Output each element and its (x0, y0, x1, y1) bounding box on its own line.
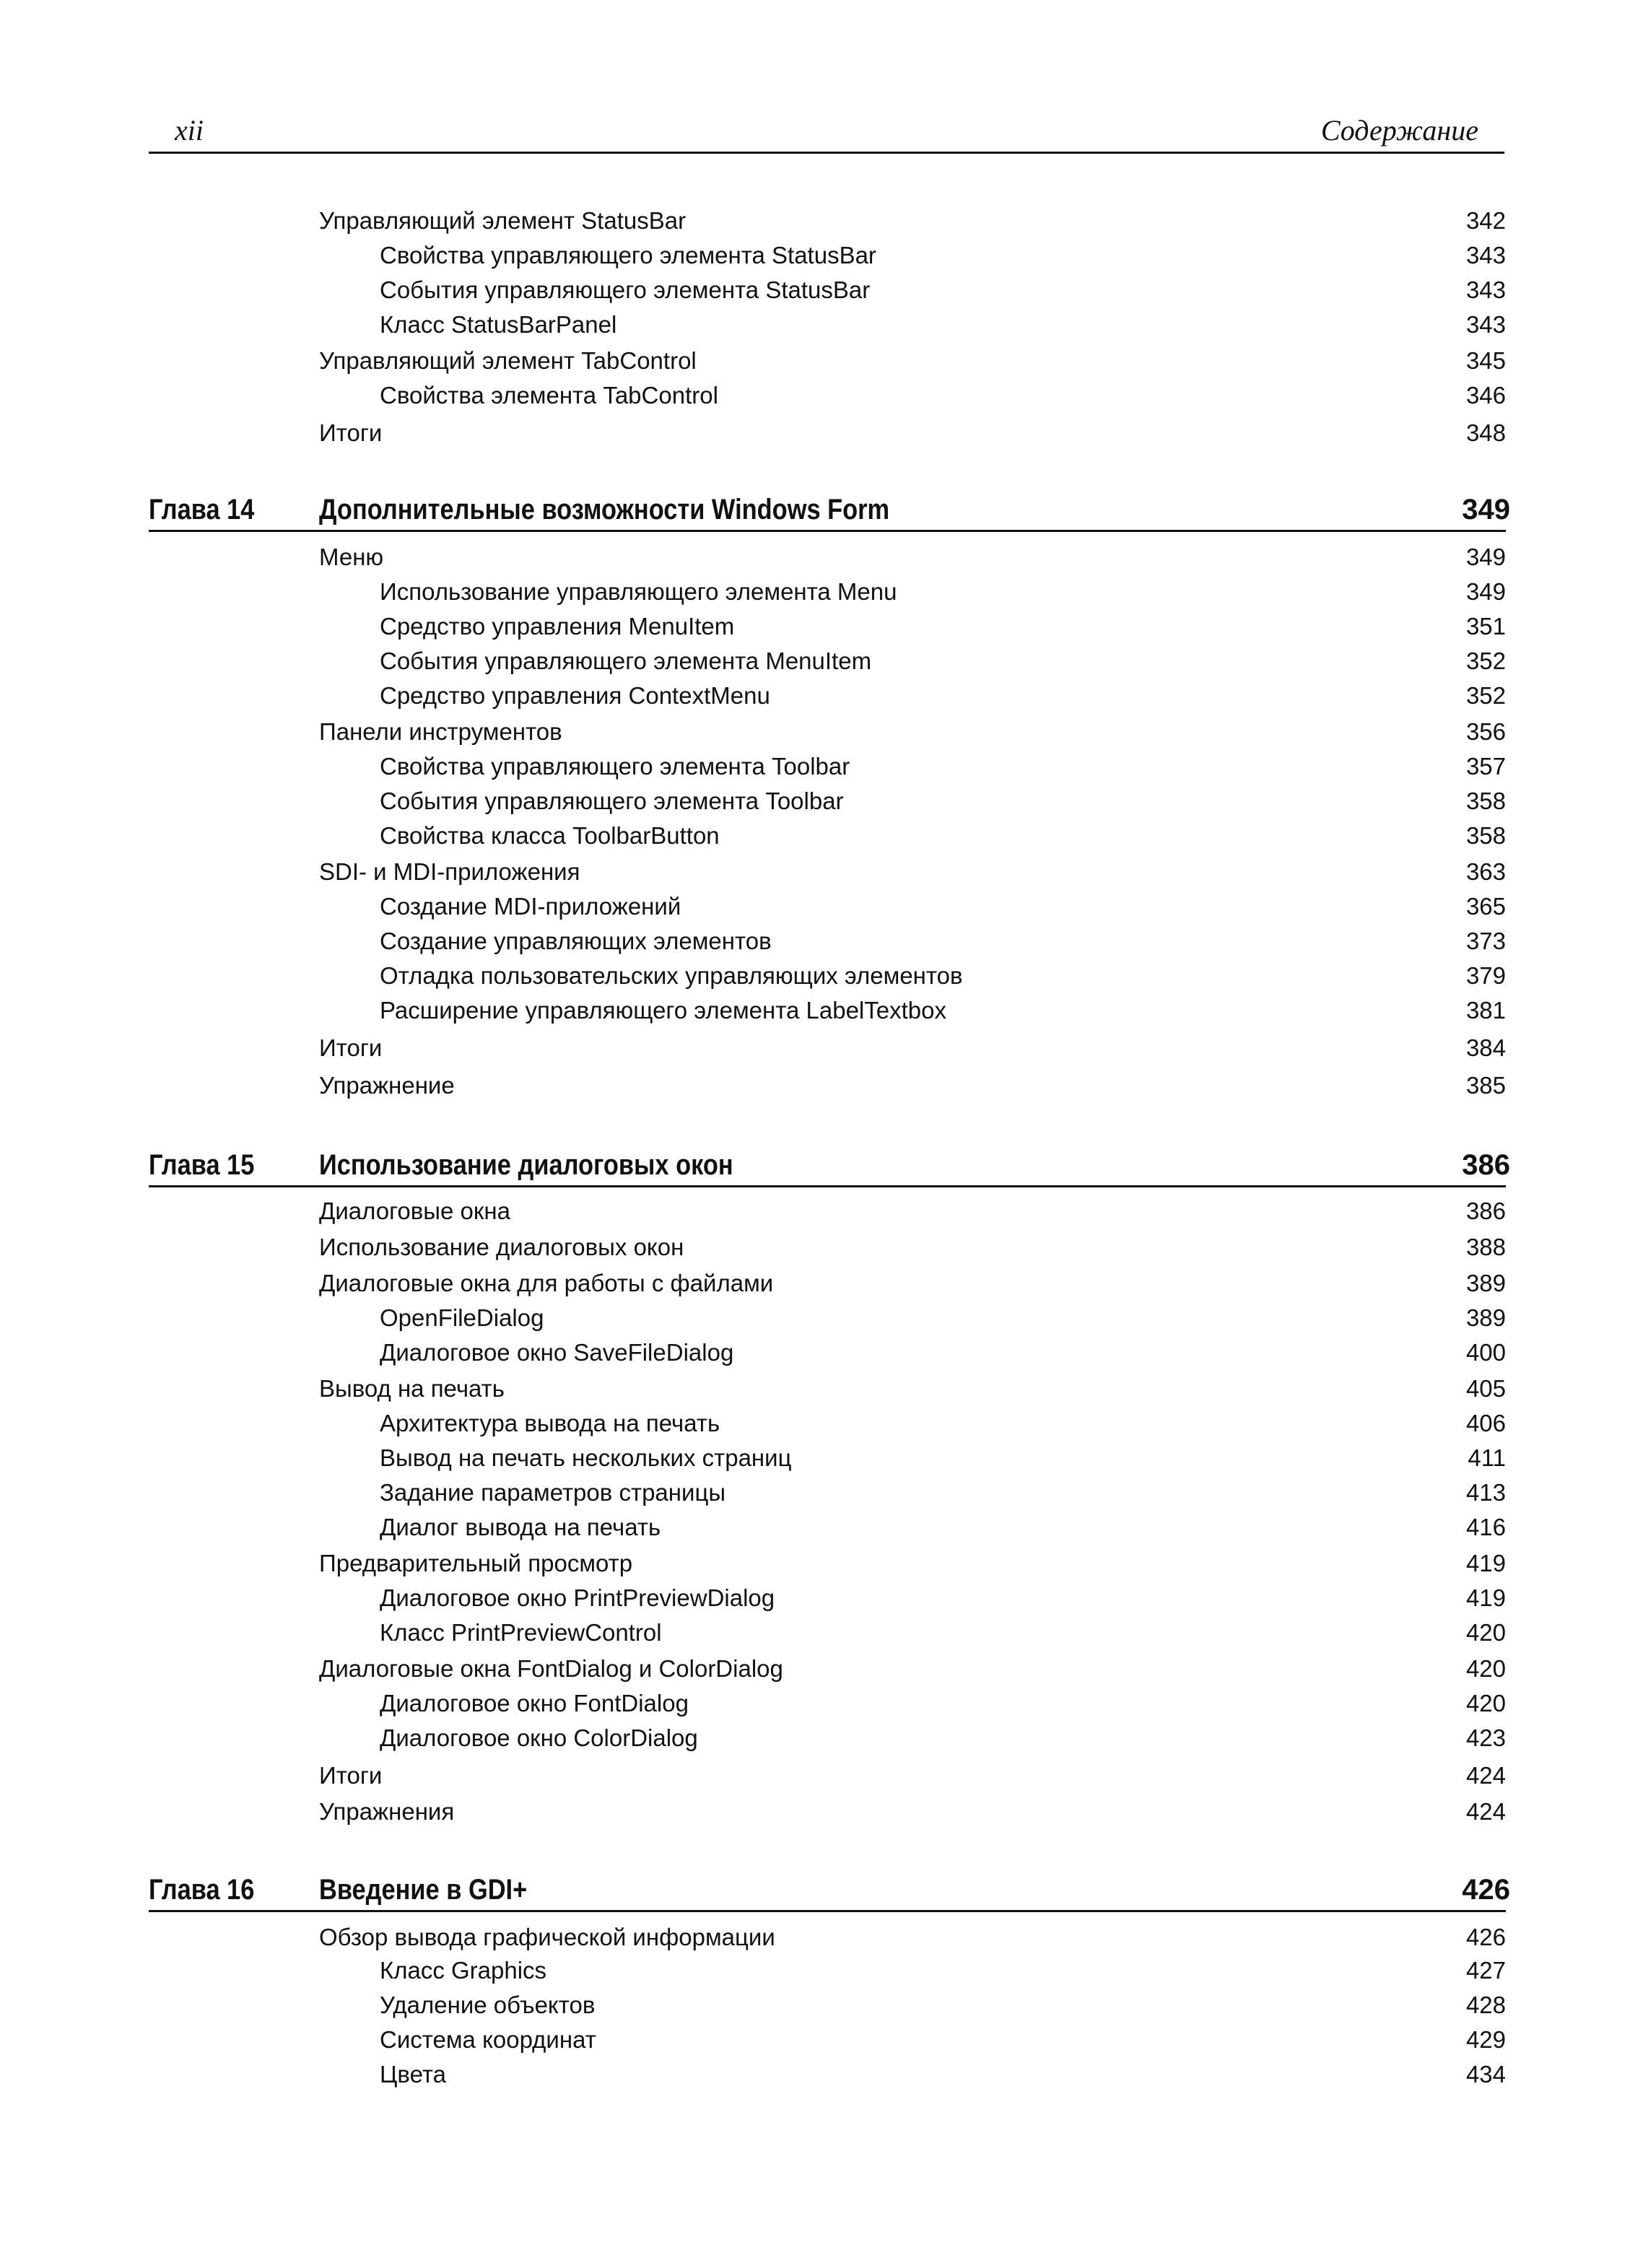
toc-entry-title: Архитектура вывода на печать (380, 1410, 720, 1436)
toc-entry (0, 959, 1630, 993)
running-header (149, 108, 1504, 154)
toc-entry-title: Диалоговое окно FontDialog (380, 1690, 689, 1717)
chapter-title: Введение в GDI+ (319, 1874, 528, 1906)
toc-entry (0, 1920, 1630, 1955)
toc-entry (0, 1652, 1630, 1686)
toc-entry (0, 1721, 1630, 1755)
toc-entry-page: 346 (1465, 382, 1506, 409)
toc-entry-title: Создание MDI-приложений (380, 893, 681, 920)
toc-entry-title: Панели инструментов (319, 718, 562, 745)
toc-entry (0, 784, 1630, 819)
toc-entry (0, 1686, 1630, 1721)
toc-entry (0, 2057, 1630, 2092)
toc-entry-page: 351 (1465, 613, 1506, 640)
toc-entry-page: 343 (1465, 276, 1506, 303)
toc-entry-title: Предварительный просмотр (319, 1550, 633, 1576)
toc-entry-title: Упражнения (319, 1798, 455, 1825)
chapter-page: 426 (1462, 1874, 1510, 1906)
toc-entry-page: 352 (1465, 647, 1506, 674)
toc-entry-title: OpenFileDialog (380, 1304, 544, 1331)
toc-entry-title: Вывод на печать (319, 1375, 505, 1402)
toc-entry-page: 420 (1465, 1655, 1506, 1682)
toc-entry-page: 356 (1465, 718, 1506, 745)
toc-entry (0, 679, 1630, 713)
toc-entry-title: Свойства элемента TabControl (380, 382, 718, 409)
toc-entry-title: Итоги (319, 1034, 383, 1061)
toc-entry (0, 819, 1630, 853)
toc-entry-page: 406 (1465, 1410, 1506, 1436)
toc-entry (0, 1615, 1630, 1650)
toc-entry (0, 1266, 1630, 1301)
toc-entry-title: Диалоговое окно ColorDialog (380, 1724, 698, 1751)
toc-entry-page: 389 (1465, 1270, 1506, 1296)
toc-entry-page: 363 (1465, 858, 1506, 885)
toc-entry (0, 715, 1630, 749)
toc-entry-page: 419 (1465, 1584, 1506, 1611)
toc-entry-page: 349 (1465, 578, 1506, 605)
toc-entry (0, 889, 1630, 924)
toc-entry-page: 428 (1465, 1992, 1506, 2018)
toc-entry-page: 434 (1465, 2061, 1506, 2088)
toc-entry (0, 273, 1630, 308)
toc-entry (0, 1031, 1630, 1065)
chapter-title: Дополнительные возможности Windows Form (319, 494, 890, 525)
chapter-label: Глава 15 (149, 1149, 255, 1181)
toc-entry-page: 389 (1465, 1304, 1506, 1331)
toc-entry (0, 1441, 1630, 1475)
toc-entry (0, 1301, 1630, 1335)
toc-entry (0, 575, 1630, 609)
toc-entry-title: Диалоговое окно SaveFileDialog (380, 1339, 734, 1366)
toc-entry-title: Отладка пользовательских управляющих элементов (380, 962, 963, 989)
toc-entry (0, 1475, 1630, 1510)
toc-entry-page: 424 (1465, 1762, 1506, 1789)
toc-entry (0, 993, 1630, 1028)
toc-entry-title: События управляющего элемента MenuItem (380, 647, 872, 674)
toc-entry (0, 1953, 1630, 1988)
toc-entry (0, 1335, 1630, 1370)
toc-entry-title: Удаление объектов (380, 1992, 596, 2018)
toc-entry (0, 1068, 1630, 1103)
toc-entry-page: 343 (1465, 242, 1506, 269)
toc-entry-page: 400 (1465, 1339, 1506, 1366)
toc-entry (0, 1230, 1630, 1265)
toc-entry-page: 373 (1465, 928, 1506, 954)
toc-entry-page: 388 (1465, 1234, 1506, 1260)
toc-entry (0, 1546, 1630, 1581)
toc-entry-title: Упражнение (319, 1072, 455, 1099)
toc-entry-page: 352 (1465, 682, 1506, 709)
toc-entry-title: Итоги (319, 419, 383, 446)
toc-entry-page: 379 (1465, 962, 1506, 989)
toc-entry-page: 358 (1465, 788, 1506, 814)
toc-entry-title: Управляющий элемент TabControl (319, 347, 697, 374)
chapter-label: Глава 14 (149, 494, 255, 525)
toc-entry-title: Цвета (380, 2061, 446, 2088)
toc-entry-title: Класс PrintPreviewControl (380, 1619, 662, 1646)
toc-entry (0, 1794, 1630, 1829)
toc-entry-page: 386 (1465, 1198, 1506, 1224)
toc-entry-title: Класс StatusBarPanel (380, 311, 617, 338)
toc-entry-page: 420 (1465, 1619, 1506, 1646)
toc-entry-title: Использование управляющего элемента Menu (380, 578, 897, 605)
toc-entry-page: 381 (1465, 997, 1506, 1024)
toc-entry-page: 345 (1465, 347, 1506, 374)
toc-entry (0, 749, 1630, 784)
section-title: Содержание (1320, 114, 1478, 147)
toc-entry-title: Свойства класса ToolbarButton (380, 822, 720, 849)
toc-entry (0, 609, 1630, 644)
toc-entry (0, 1510, 1630, 1545)
toc-entry-page: 424 (1465, 1798, 1506, 1825)
toc-entry-title: Диалоговые окна для работы с файлами (319, 1270, 774, 1296)
toc-entry-page: 357 (1465, 753, 1506, 780)
chapter-page: 386 (1462, 1149, 1510, 1181)
toc-entry-title: Управляющий элемент StatusBar (319, 207, 687, 234)
toc-entry-title: Средство управления ContextMenu (380, 682, 770, 709)
toc-entry-page: 416 (1465, 1514, 1506, 1540)
toc-entry-title: Диалоговые окна (319, 1198, 510, 1224)
toc-entry (0, 855, 1630, 889)
toc-entry (0, 416, 1630, 450)
toc-entry-title: Свойства управляющего элемента StatusBar (380, 242, 876, 269)
toc-entry-page: 411 (1468, 1444, 1506, 1471)
toc-entry-title: Обзор вывода графической информации (319, 1924, 775, 1950)
toc-entry-title: Итоги (319, 1762, 383, 1789)
toc-entry (0, 644, 1630, 679)
chapter-heading (149, 488, 1510, 532)
toc-entry (0, 378, 1630, 413)
toc-entry-page: 384 (1465, 1034, 1506, 1061)
toc-entry (0, 204, 1630, 238)
toc-entry (0, 344, 1630, 378)
toc-entry-page: 343 (1465, 311, 1506, 338)
toc-entry-page: 423 (1465, 1724, 1506, 1751)
toc-entry-page: 427 (1465, 1957, 1506, 1984)
toc-entry (0, 238, 1630, 273)
toc-entry (0, 308, 1630, 342)
toc-entry-title: Диалог вывода на печать (380, 1514, 661, 1540)
chapter-label: Глава 16 (149, 1874, 255, 1906)
toc-entry-title: Использование диалоговых окон (319, 1234, 684, 1260)
toc-entry-page: 385 (1465, 1072, 1506, 1099)
chapter-title: Использование диалоговых окон (319, 1149, 733, 1181)
toc-entry-page: 419 (1465, 1550, 1506, 1576)
toc-entry-page: 349 (1465, 544, 1506, 570)
toc-entry-page: 342 (1465, 207, 1506, 234)
toc-entry (0, 1406, 1630, 1441)
toc-entry-title: SDI- и MDI-приложения (319, 858, 580, 885)
toc-entry (0, 1988, 1630, 2023)
chapter-heading (149, 1143, 1510, 1187)
toc-entry-page: 365 (1465, 893, 1506, 920)
toc-entry-page: 348 (1465, 419, 1506, 446)
toc-entry-page: 426 (1465, 1924, 1506, 1950)
toc-entry-title: Средство управления MenuItem (380, 613, 735, 640)
toc-entry-title: Расширение управляющего элемента LabelTextbox (380, 997, 946, 1024)
chapter-heading (149, 1868, 1510, 1912)
toc-entry-title: Вывод на печать нескольких страниц (380, 1444, 792, 1471)
page-number: xii (175, 114, 204, 147)
toc-entry-title: Создание управляющих элементов (380, 928, 772, 954)
toc-entry-title: Свойства управляющего элемента Toolbar (380, 753, 850, 780)
toc-entry (0, 1194, 1630, 1229)
toc-entry-title: Класс Graphics (380, 1957, 547, 1984)
toc-entry-title: События управляющего элемента StatusBar (380, 276, 871, 303)
toc-entry-title: Диалоговое окно PrintPreviewDialog (380, 1584, 775, 1611)
toc-entry-page: 358 (1465, 822, 1506, 849)
toc-entry-page: 420 (1465, 1690, 1506, 1717)
toc-entry (0, 924, 1630, 959)
toc-entry-title: Меню (319, 544, 384, 570)
toc-entry (0, 2023, 1630, 2057)
toc-entry-page: 405 (1465, 1375, 1506, 1402)
toc-entry-title: Задание параметров страницы (380, 1479, 726, 1506)
toc-entry-page: 429 (1465, 2026, 1506, 2053)
chapter-page: 349 (1462, 494, 1510, 525)
toc-entry-page: 413 (1465, 1479, 1506, 1506)
toc-entry (0, 1371, 1630, 1406)
toc-entry-title: События управляющего элемента Toolbar (380, 788, 844, 814)
toc-entry-title: Диалоговые окна FontDialog и ColorDialog (319, 1655, 783, 1682)
toc-entry (0, 1581, 1630, 1615)
toc-entry (0, 1758, 1630, 1793)
toc-entry-title: Система координат (380, 2026, 596, 2053)
toc-entry (0, 540, 1630, 575)
